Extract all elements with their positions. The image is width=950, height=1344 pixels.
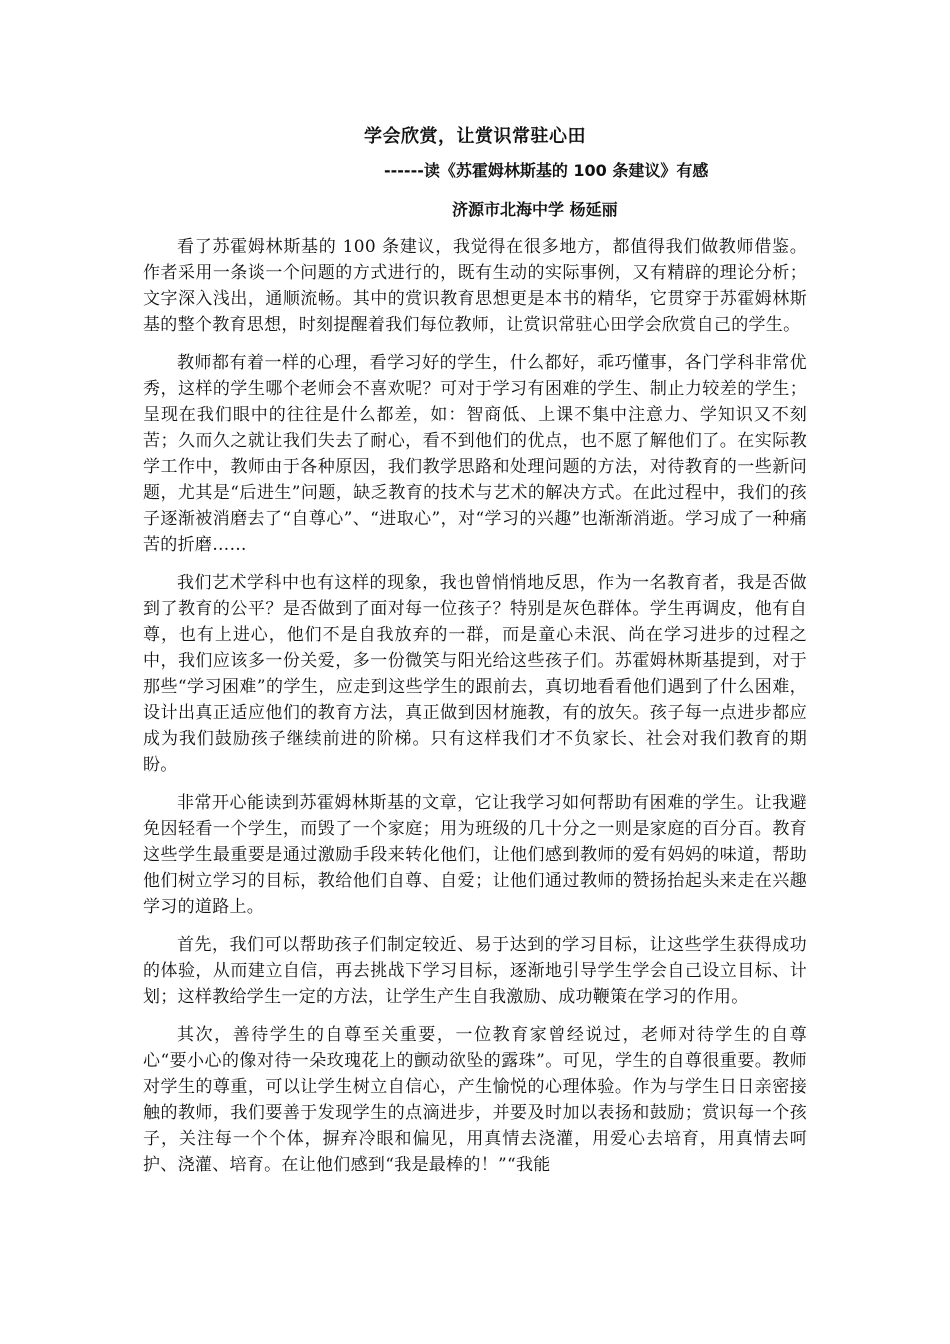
paragraph-6: 其次，善待学生的自尊至关重要，一位教育家曾经说过，老师对待学生的自尊心“要小心的像对待一朵玫瑰花上的颤动欲坠的露珠”。可见，学生的自尊很重要。教师对学生的尊重，可以让学生树立自信心，产生愉悦的心理体验。作为与学生日日亲密接触的教师，我们要善于发现学生的点滴进步，并要及时加以表扬和鼓励；赏识每一个孩子，关注每一个个体，摒弃冷眼和偏见，用真情去浇灌，用爱心去培育，用真情去呵护、浇灌、培育。在让他们感到“我是最棒的！”“我能 [143, 1025, 807, 1175]
paragraph-3: 我们艺术学科中也有这样的现象，我也曾悄悄地反思，作为一名教育者，我是否做到了教育的公平？是否做到了面对每一位孩子？特别是灰色群体。学生再调皮，他有自尊，也有上进心，他们不是自我放弃的一群，而是童心未泯、尚在学习进步的过程之中，我们应该多一份关爱，多一份微笑与阳光给这些孩子们。苏霍姆林斯基提到，对于那些“学习困难”的学生，应走到这些学生的跟前去，真切地看看他们遇到了什么困难，设计出真正适应他们的教育方法，真正做到因材施教，有的放矢。孩子每一点进步都应成为我们鼓励孩子继续前进的阶梯。只有这样我们才不负家长、社会对我们教育的期盼。 [143, 573, 807, 775]
document-title: 学会欣赏，让赏识常驻心田 [364, 126, 586, 147]
paragraph-1: 看了苏霍姆林斯基的 100 条建议，我觉得在很多地方，都值得我们做教师借鉴。作者采用一条谈一个问题的方式进行的，既有生动的实际事例，又有精辟的理论分析；文字深入浅出，通顺流畅。其中的赏识教育思想更是本书的精华，它贯穿于苏霍姆林斯基的整个教育思想，时刻提醒着我们每位教师，让赏识常驻心田学会欣赏自己的学生。 [143, 237, 807, 335]
document-author: 济源市北海中学 杨延丽 [452, 200, 618, 219]
document-body [143, 234, 807, 1178]
paragraph-5: 首先，我们可以帮助孩子们制定较近、易于达到的学习目标，让这些学生获得成功的体验，从而建立自信，再去挑战下学习目标，逐渐地引导学生学会自己设立目标、计划；这样教给学生一定的方法，让学生产生自我激励、成功鞭策在学习的作用。 [143, 935, 807, 1007]
paragraph-4: 非常开心能读到苏霍姆林斯基的文章，它让我学习如何帮助有困难的学生。让我避免因轻看一个学生，而毁了一个家庭；用为班级的几十分之一则是家庭的百分百。教育这些学生最重要是通过激励手段来转化他们，让他们感到教师的爱有妈妈的味道，帮助他们树立学习的目标，教给他们自尊、自爱；让他们通过教师的赞扬抬起头来走在兴趣学习的道路上。 [143, 793, 807, 917]
paragraph-2: 教师都有着一样的心理，看学习好的学生，什么都好，乖巧懂事，各门学科非常优秀，这样的学生哪个老师会不喜欢呢？可对于学习有困难的学生、制止力较差的学生；呈现在我们眼中的往往是什么都差，如：智商低、上课不集中注意力、学知识又不刻苦；久而久之就让我们失去了耐心，看不到他们的优点，也不愿了解他们了。在实际教学工作中，教师由于各种原因，我们教学思路和处理问题的方法，对待教育的一些新问题，尤其是“后进生”问题，缺乏教育的技术与艺术的解决方式。在此过程中，我们的孩子逐渐被消磨去了“自尊心”、“进取心”，对“学习的兴趣”也渐渐消逝。学习成了一种痛苦的折磨…… [143, 353, 807, 555]
document-subtitle: ------读《苏霍姆林斯基的 100 条建议》有感 [384, 161, 709, 180]
